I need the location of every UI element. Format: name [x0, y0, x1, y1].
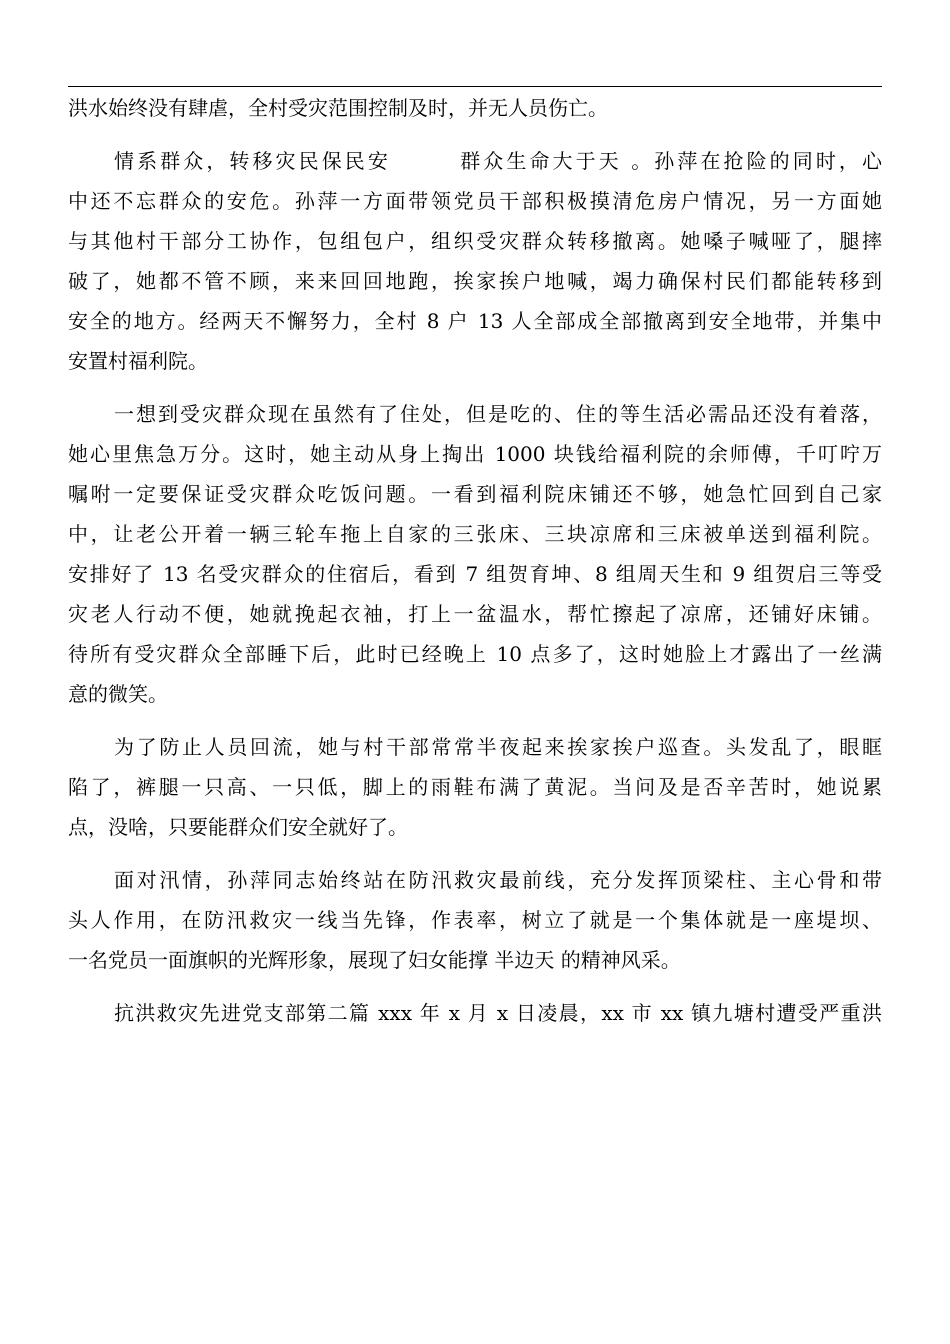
text-line: 一想到受灾群众现在虽然有了住处，但是吃的、住的等生活必需品还没有着落， [114, 402, 882, 426]
text-line: 点，没啥，只要能群众们安全就好了。 [68, 815, 408, 839]
paragraph-gap [68, 381, 882, 394]
text-line: 她心里焦急万分。这时，她主动从身上掏出 1000 块钱给福利院的余师傅，千叮咛万 [68, 442, 882, 466]
text-line: 安排好了 13 名受灾群众的住宿后，看到 7 组贺育坤、8 组周天生和 9 组贺启三等受 [68, 562, 882, 586]
text-line: 中，让老公开着一辆三轮车拖上自家的三张床、三块凉席和三床被单送到福利院。 [68, 522, 882, 546]
text-line: 安置村福利院。 [68, 349, 208, 373]
paragraph-gap [68, 847, 882, 860]
text-line: 与其他村干部分工协作，包组包户，组织受灾群众转移撤离。她嗓子喊哑了，腿摔 [68, 229, 882, 253]
text-line: 待所有受灾群众全部睡下后，此时已经晚上 10 点多了，这时她脸上才露出了一丝满 [68, 642, 882, 666]
text-line: 中还不忘群众的安危。孙萍一方面带领党员干部积极摸清危房户情况，另一方面她 [68, 189, 882, 213]
text-line: 面对汛情，孙萍同志始终站在防汛救灾最前线，充分发挥顶梁柱、主心骨和带 [114, 868, 882, 892]
text-line: 灾老人行动不便，她就挽起衣袖，打上一盆温水，帮忙擦起了凉席，还铺好床铺。 [68, 602, 882, 626]
header-rule [68, 86, 882, 87]
text-line: 安全的地方。经两天不懈努力，全村 8 户 13 人全部成全部撤离到安全地带，并集中 [68, 309, 882, 333]
text-line: 头人作用，在防汛救灾一线当先锋，作表率，树立了就是一个集体就是一座堤坝、 [68, 908, 882, 932]
document-body [68, 88, 882, 1033]
paragraph-gap [68, 128, 882, 141]
text-line: 洪水始终没有肆虐，全村受灾范围控制及时，并无人员伤亡。 [68, 96, 608, 120]
text-line: 抗洪救灾先进党支部第二篇 xxx 年 x 月 x 日凌晨，xx 市 xx 镇九塘村遭受严重洪 [114, 1001, 882, 1025]
text-line: 情系群众，转移灾民保民安 群众生命大于天 。孙萍在抢险的同时，心 [114, 149, 882, 173]
text-line: 嘱咐一定要保证受灾群众吃饭问题。一看到福利院床铺还不够，她急忙回到自己家 [68, 482, 882, 506]
text-line: 为了防止人员回流，她与村干部常常半夜起来挨家挨户巡查。头发乱了，眼眶 [114, 735, 882, 759]
text-line: 一名党员一面旗帜的光辉形象，展现了妇女能撑 半边天 的精神风采。 [68, 948, 681, 972]
paragraph-gap [68, 714, 882, 727]
paragraph-gap [68, 980, 882, 993]
text-line: 破了，她都不管不顾，来来回回地跑，挨家挨户地喊，竭力确保村民们都能转移到 [68, 269, 882, 293]
text-line: 陷了，裤腿一只高、一只低，脚上的雨鞋布满了黄泥。当问及是否辛苦时，她说累 [68, 775, 882, 799]
text-line: 意的微笑。 [68, 682, 168, 706]
